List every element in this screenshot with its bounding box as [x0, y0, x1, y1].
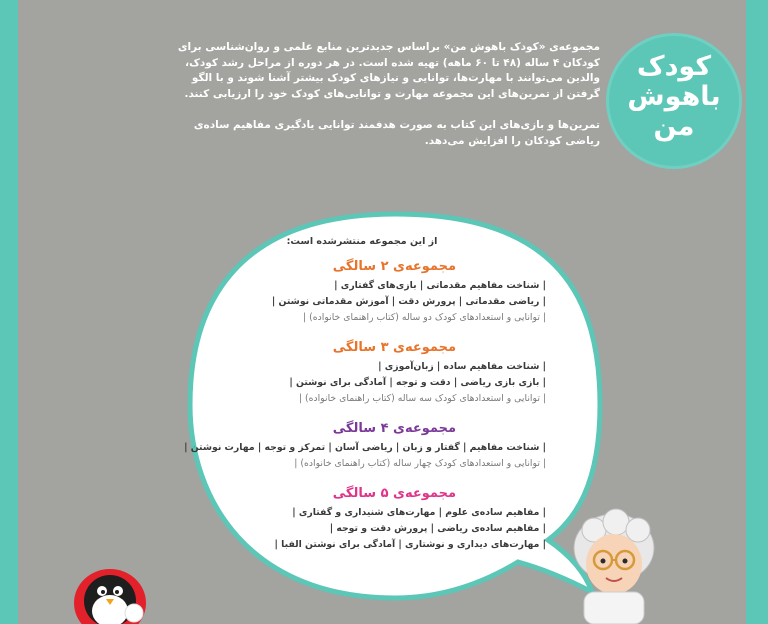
grandma-illustration — [562, 508, 672, 624]
series-group-line: | بازی بازی ریاضی | دقت و توجه | آمادگی برای نوشتن | — [289, 377, 546, 388]
logo-line-3: من — [653, 111, 695, 142]
series-group-title: مجموعه‌ی ۵ سالگی — [332, 486, 456, 501]
series-list — [184, 236, 546, 567]
series-group-line: | مفاهیم ساده‌ی ریاضی | پرورش دقت و توجه | — [329, 523, 546, 534]
series-group-age-2 — [248, 259, 546, 326]
series-group-line: | توانایی و استعدادهای کودک دو ساله (کتاب راهنمای خانواده) | — [303, 312, 546, 323]
intro-paragraph-1: مجموعه‌ی «کودک باهوش من» براساس جدیدترین منابع علمی و روان‌شناسی برای کودکان ۴ ساله (۴۸ تا ۶۰ ماهه) تهیه شده است. در هر دوره از مراحل رشد کودک، والدین می‌توانند با مهارت‌ها، توانایی و نیازهای کودک بیشتر آشنا شوند و با الگو گرفتن از تمرین‌های این مجموعه مهارت و توانایی‌های کودک خود را ارزیابی کنند. — [177, 41, 600, 100]
series-group-title: مجموعه‌ی ۲ سالگی — [332, 259, 456, 274]
series-group-line: | توانایی و استعدادهای کودک سه ساله (کتاب راهنمای خانواده) | — [298, 393, 546, 404]
series-group-age-5 — [248, 486, 546, 553]
series-group-title: مجموعه‌ی ۳ سالگی — [332, 340, 456, 355]
intro-paragraph-2: تمرین‌ها و بازی‌های این کتاب به صورت هدفمند توانایی یادگیری مفاهیم ساده‌ی ریاضی کودکان را افزایش می‌دهد. — [193, 119, 600, 147]
series-group-line: | توانایی و استعدادهای کودک چهار ساله (کتاب راهنمای خانواده) | — [294, 458, 546, 469]
series-group-line: | مهارت‌های دیداری و نوشتاری | آمادگی برای نوشتن الفبا | — [274, 539, 546, 550]
series-group-title: مجموعه‌ی ۴ سالگی — [332, 421, 456, 436]
series-group-line: | شناخت مفاهیم ساده | زبان‌آموزی | — [378, 361, 546, 372]
series-group-line: | شناخت مفاهیم | گفتار و زبان | ریاضی آسان | تمرکز و توجه | مهارت نوشتن | — [184, 442, 546, 453]
series-group-line: | ریاضی مقدماتی | پرورش دقت | آموزش مقدماتی نوشتن | — [271, 296, 546, 307]
series-group-age-3 — [248, 340, 546, 407]
penguin-illustration — [70, 555, 160, 624]
logo-line-1: کودک — [636, 51, 712, 82]
series-group-line: | شناخت مفاهیم مقدماتی | بازی‌های گفتاری | — [334, 280, 546, 291]
series-group-age-4 — [184, 421, 546, 472]
series-group-line: | مفاهیم ساده‌ی علوم | مهارت‌های شنیداری و گفتاری | — [292, 507, 546, 518]
series-list-intro: از این مجموعه منتشرشده است: — [286, 236, 438, 247]
logo-line-2: باهوش — [627, 81, 721, 112]
